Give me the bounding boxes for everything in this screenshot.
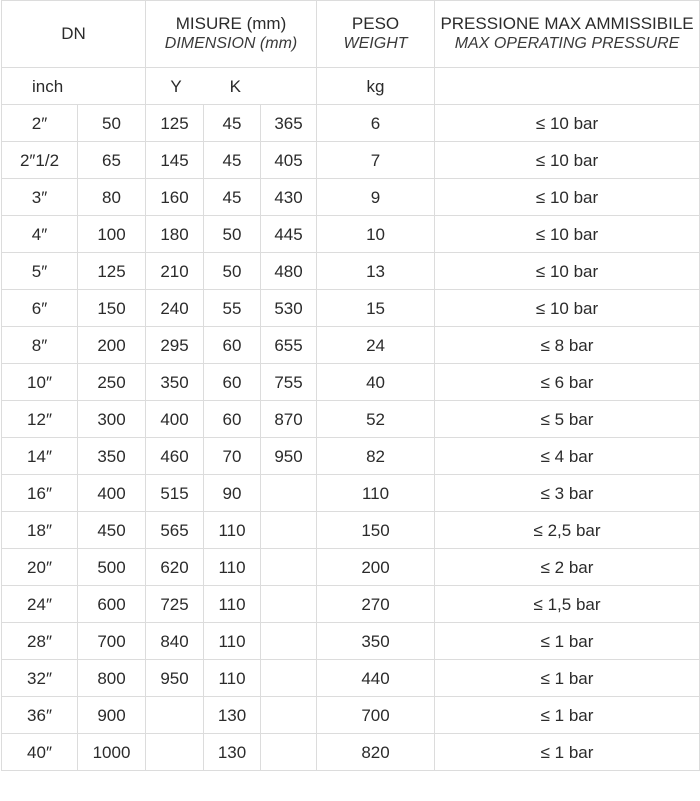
cell-y: 950 [146, 660, 204, 697]
cell-y: 240 [146, 290, 204, 327]
header-peso-it: PESO [351, 14, 400, 33]
header-kg: kg [317, 68, 435, 105]
cell-dn: 65 [78, 142, 146, 179]
cell-y: 295 [146, 327, 204, 364]
cell-dn: 100 [78, 216, 146, 253]
cell-pressure: ≤ 4 bar [435, 438, 700, 475]
cell-k: 45 [204, 179, 261, 216]
cell-y: 460 [146, 438, 204, 475]
cell-inch: 36″ [2, 697, 78, 734]
cell-inch: 12″ [2, 401, 78, 438]
cell-dn: 800 [78, 660, 146, 697]
table-row [2, 327, 700, 364]
cell-y [146, 697, 204, 734]
cell-pressure: ≤ 1 bar [435, 734, 700, 771]
table-row [2, 586, 700, 623]
cell-inch: 16″ [2, 475, 78, 512]
dimension-table [1, 0, 700, 771]
cell-pressure: ≤ 10 bar [435, 142, 700, 179]
cell-pressure: ≤ 1 bar [435, 697, 700, 734]
cell-inch: 10″ [2, 364, 78, 401]
cell-kg: 9 [317, 179, 435, 216]
cell-kg: 7 [317, 142, 435, 179]
cell-dn: 250 [78, 364, 146, 401]
cell-k: 60 [204, 327, 261, 364]
header-y-k [146, 68, 317, 105]
cell-pressure: ≤ 1 bar [435, 660, 700, 697]
cell-dn: 200 [78, 327, 146, 364]
cell-inch: 32″ [2, 660, 78, 697]
cell-extra [261, 623, 317, 660]
cell-inch: 14″ [2, 438, 78, 475]
cell-k: 90 [204, 475, 261, 512]
cell-extra [261, 512, 317, 549]
header-row-units [2, 68, 700, 105]
header-pressure-unit [435, 68, 700, 105]
cell-k: 110 [204, 660, 261, 697]
cell-kg: 82 [317, 438, 435, 475]
cell-extra [261, 549, 317, 586]
cell-pressure: ≤ 6 bar [435, 364, 700, 401]
header-pressione [435, 1, 700, 68]
table-row [2, 253, 700, 290]
cell-k: 110 [204, 549, 261, 586]
cell-kg: 700 [317, 697, 435, 734]
cell-k: 110 [204, 512, 261, 549]
cell-y: 400 [146, 401, 204, 438]
header-pressione-it: PRESSIONE MAX AMMISSIBILE [440, 14, 694, 33]
cell-pressure: ≤ 5 bar [435, 401, 700, 438]
cell-extra [261, 734, 317, 771]
cell-y: 125 [146, 105, 204, 142]
cell-pressure: ≤ 1 bar [435, 623, 700, 660]
cell-k: 55 [204, 290, 261, 327]
cell-kg: 6 [317, 105, 435, 142]
table-row [2, 438, 700, 475]
cell-k: 60 [204, 401, 261, 438]
cell-extra: 365 [261, 105, 317, 142]
cell-extra: 445 [261, 216, 317, 253]
cell-pressure: ≤ 10 bar [435, 290, 700, 327]
cell-kg: 150 [317, 512, 435, 549]
cell-y: 840 [146, 623, 204, 660]
table-row [2, 697, 700, 734]
cell-k: 110 [204, 586, 261, 623]
header-misure-it: MISURE (mm) [175, 14, 287, 33]
header-misure-en: DIMENSION (mm) [164, 35, 298, 52]
table-row [2, 216, 700, 253]
table-row [2, 290, 700, 327]
cell-kg: 52 [317, 401, 435, 438]
header-row-primary [2, 1, 700, 68]
cell-kg: 350 [317, 623, 435, 660]
cell-dn: 450 [78, 512, 146, 549]
cell-pressure: ≤ 1,5 bar [435, 586, 700, 623]
cell-inch: 2″ [2, 105, 78, 142]
table-row [2, 623, 700, 660]
table-row [2, 142, 700, 179]
header-misure [146, 1, 317, 68]
cell-pressure: ≤ 10 bar [435, 253, 700, 290]
cell-kg: 15 [317, 290, 435, 327]
cell-inch: 8″ [2, 327, 78, 364]
cell-extra: 405 [261, 142, 317, 179]
table-row [2, 105, 700, 142]
table-row [2, 660, 700, 697]
cell-inch: 5″ [2, 253, 78, 290]
cell-k: 110 [204, 623, 261, 660]
cell-kg: 440 [317, 660, 435, 697]
table-row [2, 364, 700, 401]
cell-dn: 900 [78, 697, 146, 734]
cell-kg: 40 [317, 364, 435, 401]
cell-y: 515 [146, 475, 204, 512]
cell-kg: 270 [317, 586, 435, 623]
cell-dn: 400 [78, 475, 146, 512]
header-dn [2, 1, 146, 68]
cell-pressure: ≤ 10 bar [435, 216, 700, 253]
cell-kg: 13 [317, 253, 435, 290]
cell-y: 725 [146, 586, 204, 623]
table-row [2, 512, 700, 549]
cell-k: 60 [204, 364, 261, 401]
cell-extra: 480 [261, 253, 317, 290]
cell-dn: 350 [78, 438, 146, 475]
cell-extra: 655 [261, 327, 317, 364]
cell-extra: 755 [261, 364, 317, 401]
cell-y: 620 [146, 549, 204, 586]
cell-inch: 18″ [2, 512, 78, 549]
cell-extra: 870 [261, 401, 317, 438]
cell-dn: 600 [78, 586, 146, 623]
header-k: K [229, 76, 241, 96]
cell-extra [261, 697, 317, 734]
cell-k: 70 [204, 438, 261, 475]
cell-inch: 20″ [2, 549, 78, 586]
cell-inch: 6″ [2, 290, 78, 327]
cell-pressure: ≤ 3 bar [435, 475, 700, 512]
header-dn-label: DN [61, 24, 86, 43]
cell-inch: 2″1/2 [2, 142, 78, 179]
cell-y: 350 [146, 364, 204, 401]
cell-extra [261, 586, 317, 623]
cell-dn: 150 [78, 290, 146, 327]
cell-y: 210 [146, 253, 204, 290]
cell-dn: 1000 [78, 734, 146, 771]
cell-inch: 28″ [2, 623, 78, 660]
cell-kg: 110 [317, 475, 435, 512]
cell-extra [261, 660, 317, 697]
cell-k: 50 [204, 216, 261, 253]
cell-dn: 125 [78, 253, 146, 290]
header-y: Y [170, 76, 182, 96]
cell-y [146, 734, 204, 771]
header-peso-en: WEIGHT [343, 35, 408, 52]
cell-y: 565 [146, 512, 204, 549]
cell-y: 145 [146, 142, 204, 179]
cell-pressure: ≤ 10 bar [435, 179, 700, 216]
table-row [2, 475, 700, 512]
header-pressione-en: MAX OPERATING PRESSURE [454, 35, 680, 52]
header-inch: inch [2, 68, 146, 105]
cell-k: 130 [204, 734, 261, 771]
cell-dn: 700 [78, 623, 146, 660]
cell-y: 160 [146, 179, 204, 216]
cell-dn: 500 [78, 549, 146, 586]
cell-dn: 300 [78, 401, 146, 438]
header-peso [317, 1, 435, 68]
cell-extra: 430 [261, 179, 317, 216]
cell-pressure: ≤ 10 bar [435, 105, 700, 142]
cell-kg: 24 [317, 327, 435, 364]
cell-extra [261, 475, 317, 512]
cell-pressure: ≤ 2 bar [435, 549, 700, 586]
cell-pressure: ≤ 8 bar [435, 327, 700, 364]
cell-inch: 3″ [2, 179, 78, 216]
cell-inch: 4″ [2, 216, 78, 253]
cell-kg: 10 [317, 216, 435, 253]
cell-kg: 200 [317, 549, 435, 586]
cell-k: 130 [204, 697, 261, 734]
cell-inch: 24″ [2, 586, 78, 623]
cell-k: 45 [204, 105, 261, 142]
table-row [2, 734, 700, 771]
table-row [2, 179, 700, 216]
cell-y: 180 [146, 216, 204, 253]
cell-extra: 530 [261, 290, 317, 327]
table-row [2, 549, 700, 586]
cell-inch: 40″ [2, 734, 78, 771]
cell-k: 45 [204, 142, 261, 179]
cell-dn: 50 [78, 105, 146, 142]
table-row [2, 401, 700, 438]
cell-pressure: ≤ 2,5 bar [435, 512, 700, 549]
cell-dn: 80 [78, 179, 146, 216]
cell-k: 50 [204, 253, 261, 290]
cell-extra: 950 [261, 438, 317, 475]
cell-kg: 820 [317, 734, 435, 771]
table-body [2, 1, 700, 771]
